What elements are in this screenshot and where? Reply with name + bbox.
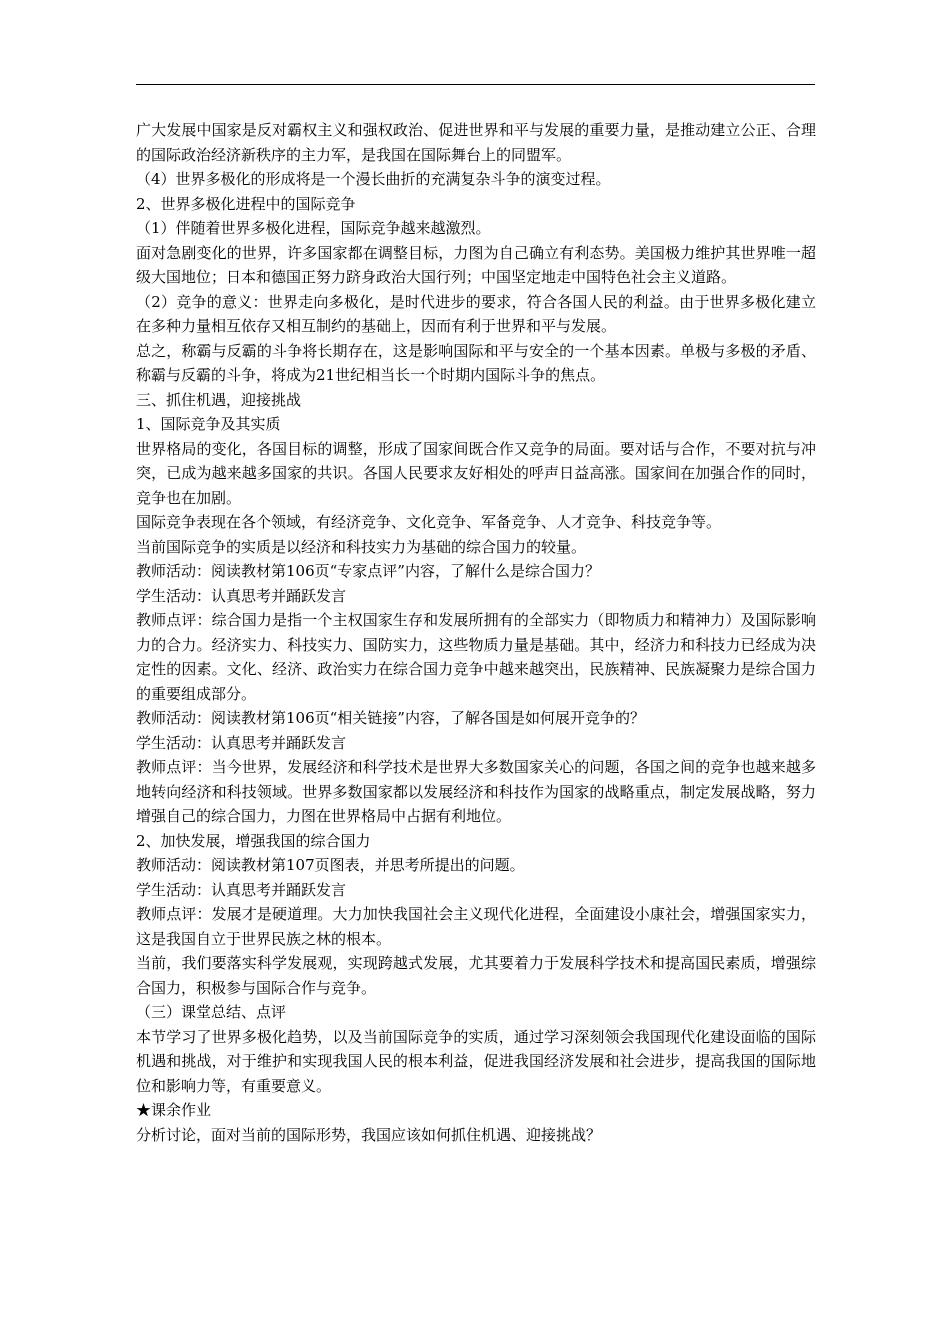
student-activity: 学生活动：认真思考并踊跃发言 <box>136 586 347 605</box>
paragraph: 当前国际竞争的实质是以经济和科技实力为基础的综合国力的较量。 <box>136 537 587 556</box>
teacher-comment: 教师点评：当今世界，发展经济和科学技术是世界大多数国家关心的问题，各国之间的竞争也越来越多地转向经济和科技领域。世界多数国家都以发展经济和科技作为国家的战略重点，制定发展战略，努力增强自己的综合国力，力图在世界格局中占据有利地位。 <box>136 758 816 825</box>
section-heading: （三）课堂总结、点评 <box>136 1003 287 1021</box>
paragraph: 面对急剧变化的世界，许多国家都在调整目标，力图为自己确立有利态势。美国极力维护其世界唯一超级大国地位；日本和德国正努力跻身政治大国行列；中国坚定地走中国特色社会主义道路。 <box>136 243 816 286</box>
paragraph: （2）竞争的意义：世界走向多极化，是时代进步的要求，符合各国人民的利益。由于世界多极化建立在多种力量相互依存又相互制约的基础上，因而有利于世界和平与发展。 <box>136 292 816 335</box>
paragraph: 本节学习了世界多极化趋势，以及当前国际竞争的实质，通过学习深刻领会我国现代化建设面临的国际机遇和挑战，对于维护和实现我国人民的根本利益，促进我国经济发展和社会进步，提高我国的国际地位和影响力等，有重要意义。 <box>136 1027 816 1095</box>
paragraph: （1）伴随着世界多极化进程，国际竞争越来越激烈。 <box>136 219 491 237</box>
homework-question: 分析讨论，面对当前的国际形势，我国应该如何抓住机遇、迎接挑战？ <box>136 1125 602 1144</box>
teacher-comment: 教师点评：综合国力是指一个主权国家生存和发展所拥有的全部实力（即物质力和精神力）及国际影响力的合力。经济实力、科技实力、国防实力，这些物质力量是基础。其中，经济力和科技力已经成为决定性的因素。文化、经济、政治实力在综合国力竞争中越来越突出，民族精神、民族凝聚力是综合国力的重要组成部分。 <box>136 611 816 703</box>
paragraph: 国际竞争表现在各个领域，有经济竞争、文化竞争、军备竞争、人才竞争、科技竞争等。 <box>136 513 722 531</box>
paragraph: 广大发展中国家是反对霸权主义和强权政治、促进世界和平与发展的重要力量，是推动建立公正、合理的国际政治经济新秩序的主力军，是我国在国际舞台上的同盟军。 <box>136 121 816 164</box>
paragraph: 当前，我们要落实科学发展观，实现跨越式发展，尤其要着力于发展科学技术和提高国民素质，增强综合国力，积极参与国际合作与竞争。 <box>136 954 816 997</box>
section-heading: 2、加快发展，增强我国的综合国力 <box>136 831 371 850</box>
student-activity: 学生活动：认真思考并踊跃发言 <box>136 733 347 752</box>
student-activity: 学生活动：认真思考并踊跃发言 <box>136 880 347 899</box>
teacher-activity: 教师活动：阅读教材第107页图表，并思考所提出的问题。 <box>136 856 525 874</box>
section-heading: 三、抓住机遇，迎接挑战 <box>136 390 302 409</box>
paragraph: 总之，称霸与反霸的斗争将长期存在，这是影响国际和平与安全的一个基本因素。单极与多极的矛盾、称霸与反霸的斗争，将成为21世纪相当长一个时期内国际斗争的焦点。 <box>136 341 816 384</box>
homework-heading: ★课余作业 <box>136 1101 212 1119</box>
teacher-activity: 教师活动：阅读教材第106页“专家点评”内容，了解什么是综合国力？ <box>136 562 600 580</box>
document-body <box>136 118 816 1147</box>
teacher-comment: 教师点评：发展才是硬道理。大力加快我国社会主义现代化进程，全面建设小康社会，增强国家实力，这是我国自立于世界民族之林的根本。 <box>136 905 816 948</box>
paragraph: 世界格局的变化，各国目标的调整，形成了国家间既合作又竞争的局面。要对话与合作，不要对抗与冲突，已成为越来越多国家的共识。各国人民要求友好相处的呼声日益高涨。国家间在加强合作的同时，竞争也在加剧。 <box>136 439 816 507</box>
header-rule <box>136 84 815 85</box>
paragraph: （4）世界多极化的形成将是一个漫长曲折的充满复杂斗争的演变过程。 <box>136 170 611 188</box>
section-heading: 1、国际竞争及其实质 <box>136 415 281 433</box>
section-heading: 2、世界多极化进程中的国际竞争 <box>136 194 356 213</box>
teacher-activity: 教师活动：阅读教材第106页“相关链接”内容，了解各国是如何展开竞争的？ <box>136 709 645 727</box>
